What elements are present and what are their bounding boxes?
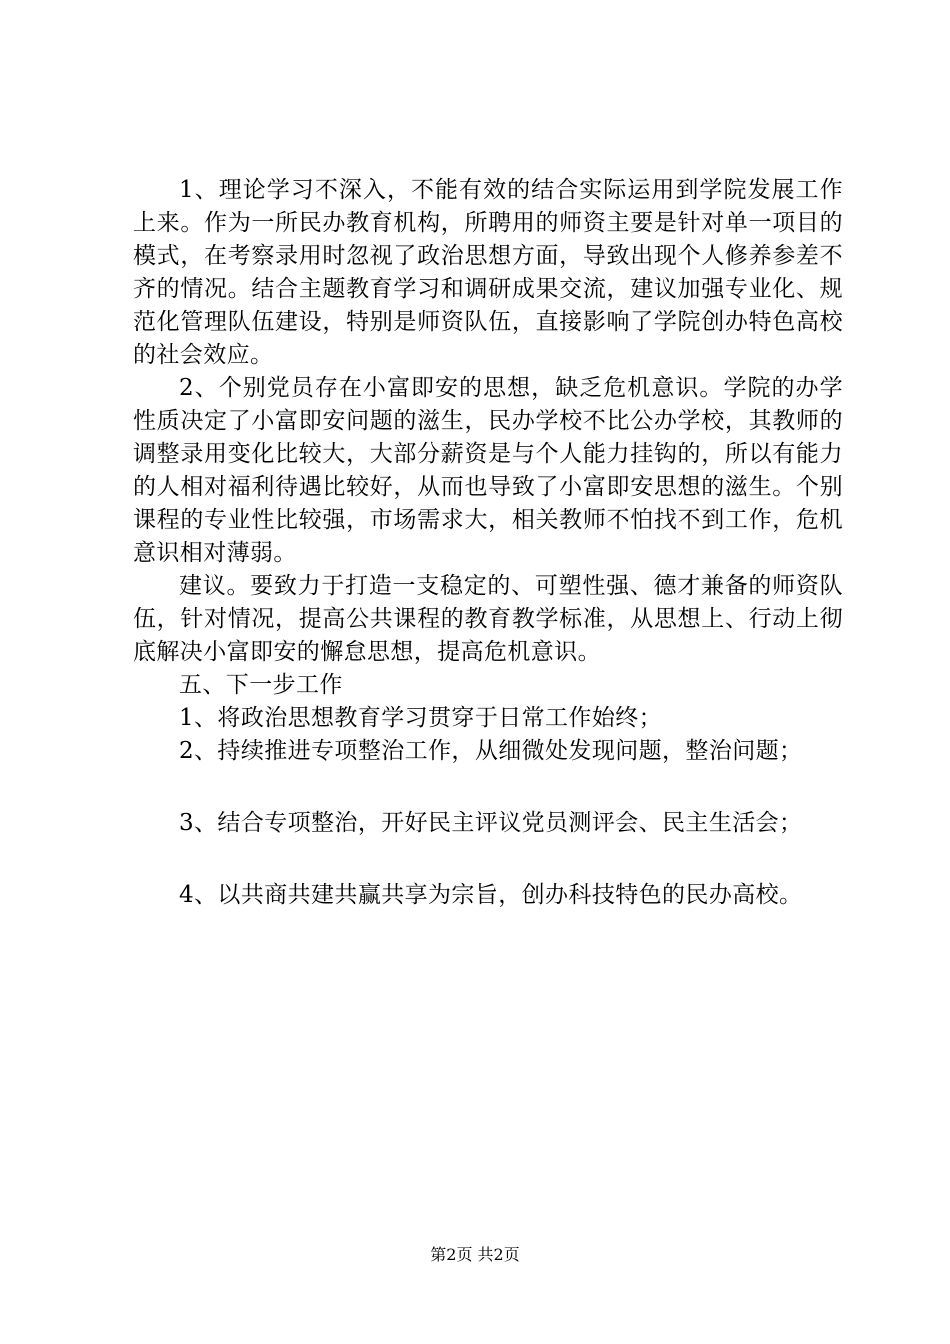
list-item-4: 4、以共商共建共赢共享为宗旨，创办科技特色的民办高校。	[179, 882, 803, 908]
page-number-footer: 第2页 共2页	[430, 1245, 520, 1264]
paragraph-theory-study: 1、理论学习不深入，不能有效的结合实际运用到学院发展工作上来。作为一所民办教育机构，所聘用的师资主要是针对单一项目的模式，在考察录用时忽视了政治思想方面，导致出现个人修养参差不齐的情况。结合主题教育学习和调研成果交流，建议加强专业化、规范化管理队伍建设，特别是师资队伍，直接影响了学院创办特色高校的社会效应。	[133, 177, 843, 368]
paragraph-suggestion: 建议。要致力于打造一支稳定的、可塑性强、德才兼备的师资队伍，针对情况，提高公共课程的教育教学标准，从思想上、行动上彻底解决小富即安的懈怠思想，提高危机意识。	[133, 573, 843, 665]
section-heading-next-steps: 五、下一步工作	[179, 672, 343, 698]
list-item-1: 1、将政治思想教育学习贯穿于日常工作始终；	[179, 705, 663, 731]
list-item-3: 3、结合专项整治，开好民主评议党员测评会、民主生活会；	[179, 810, 803, 836]
paragraph-complacency: 2、个别党员存在小富即安的思想，缺乏危机意识。学院的办学性质决定了小富即安问题的滋生，民办学校不比公办学校，其教师的调整录用变化比较大，大部分薪资是与个人能力挂钩的，所以有能力的人相对福利待遇比较好，从而也导致了小富即安思想的滋生。个别课程的专业性比较强，市场需求大，相关教师不怕找不到工作，危机意识相对薄弱。	[133, 375, 843, 566]
document-body	[133, 174, 843, 912]
list-item-2: 2、持续推进专项整治工作，从细微处发现问题，整治问题；	[179, 738, 803, 764]
